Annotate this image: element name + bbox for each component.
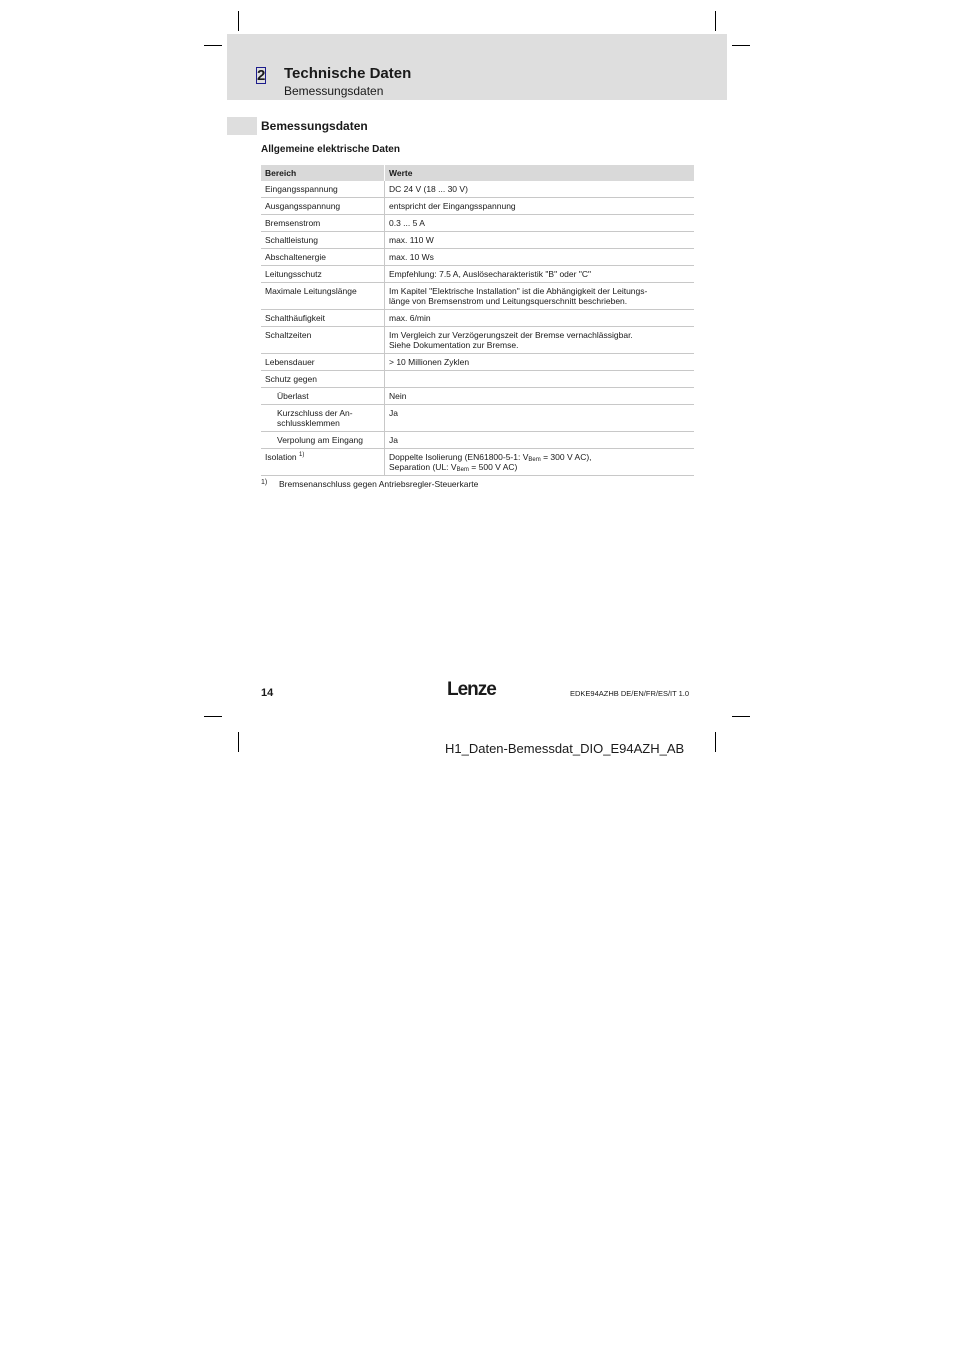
subscript: Bem — [456, 467, 469, 473]
row-value: entspricht der Eingangsspannung — [389, 201, 516, 211]
table-row — [261, 327, 694, 354]
crop-mark — [238, 732, 239, 752]
footnote-mark: 1) — [261, 479, 268, 486]
row-value: > 10 Millionen Zyklen — [389, 357, 470, 367]
row-key: Lebensdauer — [261, 354, 385, 370]
isolation-line-2 — [389, 462, 690, 472]
table-row — [261, 249, 694, 266]
row-key: Kurzschluss der An- schlussklemmen — [261, 405, 385, 431]
chapter-title: Technische Daten — [284, 65, 412, 82]
isolation-text: = 500 V AC) — [468, 462, 518, 472]
isolation-line-1 — [389, 452, 690, 462]
table-row — [261, 310, 694, 327]
subscript: Bem — [528, 457, 541, 463]
crop-mark — [204, 716, 222, 717]
footnote-text: Bremsenanschluss gegen Antriebsregler-Steuerkarte — [279, 479, 479, 489]
table-row — [261, 388, 694, 405]
table-row — [261, 266, 694, 283]
chapter-subtitle: Bemessungsdaten — [284, 84, 384, 98]
row-value: Im Kapitel "Elektrische Installation" ist die Abhängigkeit der Leitungs- länge von Bremsenstrom und Leitungsquerschnitt beschrieben. — [389, 286, 648, 306]
row-value: Im Vergleich zur Verzögerungszeit der Bremse vernachlässigbar. Siehe Dokumentation zur Bremse. — [389, 330, 633, 350]
column-header: Bereich — [261, 165, 385, 181]
row-key: Schaltleistung — [261, 232, 385, 248]
row-value: DC 24 V (18 ... 30 V) — [389, 184, 468, 194]
row-key: Ausgangsspannung — [261, 198, 385, 214]
row-key: Verpolung am Eingang — [261, 432, 385, 448]
crop-mark — [732, 716, 750, 717]
row-value: Empfehlung: 7.5 A, Auslösecharakteristik "B" oder "C" — [389, 269, 592, 279]
table-row — [261, 215, 694, 232]
row-value — [385, 449, 694, 475]
crop-mark — [238, 11, 239, 31]
document-code: EDKE94AZHB DE/EN/FR/ES/IT 1.0 — [570, 689, 690, 698]
table-row — [261, 232, 694, 249]
subsection-title: Allgemeine elektrische Daten — [261, 144, 400, 155]
data-table — [261, 165, 694, 476]
row-key: Maximale Leitungslänge — [261, 283, 385, 309]
crop-mark — [715, 11, 716, 31]
section-marker — [227, 117, 257, 135]
page-number: 14 — [261, 687, 274, 699]
table-row — [261, 449, 694, 476]
table-row — [261, 354, 694, 371]
footnote-ref: 1) — [299, 452, 305, 459]
section-title: Bemessungsdaten — [261, 119, 368, 133]
table-header-row — [261, 165, 694, 181]
row-key: Bremsenstrom — [261, 215, 385, 231]
isolation-text: Doppelte Isolierung (EN61800-5-1: V — [389, 452, 529, 462]
row-value: 0.3 ... 5 A — [389, 218, 425, 228]
crop-mark — [204, 45, 222, 46]
row-key: Eingangsspannung — [261, 181, 385, 197]
table-row — [261, 405, 694, 432]
isolation-text: = 300 V AC), — [540, 452, 592, 462]
table-row — [261, 432, 694, 449]
table-row — [261, 283, 694, 310]
file-label: H1_Daten-Bemessdat_DIO_E94AZH_AB — [445, 741, 685, 756]
row-key: Überlast — [261, 388, 385, 404]
crop-mark — [715, 732, 716, 752]
lenze-logo: Lenze — [447, 679, 496, 700]
row-value: max. 6/min — [389, 313, 431, 323]
table-row — [261, 371, 694, 388]
table-row — [261, 198, 694, 215]
row-key: Schalthäufigkeit — [261, 310, 385, 326]
row-key — [261, 449, 385, 475]
row-value: max. 110 W — [389, 235, 434, 245]
isolation-label: Isolation — [265, 452, 297, 462]
row-key: Schutz gegen — [261, 371, 385, 387]
column-header: Werte — [389, 168, 413, 178]
row-value: Ja — [389, 408, 398, 418]
row-key: Abschaltenergie — [261, 249, 385, 265]
row-key: Leitungsschutz — [261, 266, 385, 282]
row-value: max. 10 Ws — [389, 252, 434, 262]
row-value: Ja — [389, 435, 398, 445]
crop-mark — [732, 45, 750, 46]
chapter-number: 2 — [257, 67, 266, 84]
row-value: Nein — [389, 391, 407, 401]
isolation-text: Separation (UL: V — [389, 462, 457, 472]
table-row — [261, 181, 694, 198]
row-value — [385, 371, 694, 387]
row-key: Schaltzeiten — [261, 327, 385, 353]
